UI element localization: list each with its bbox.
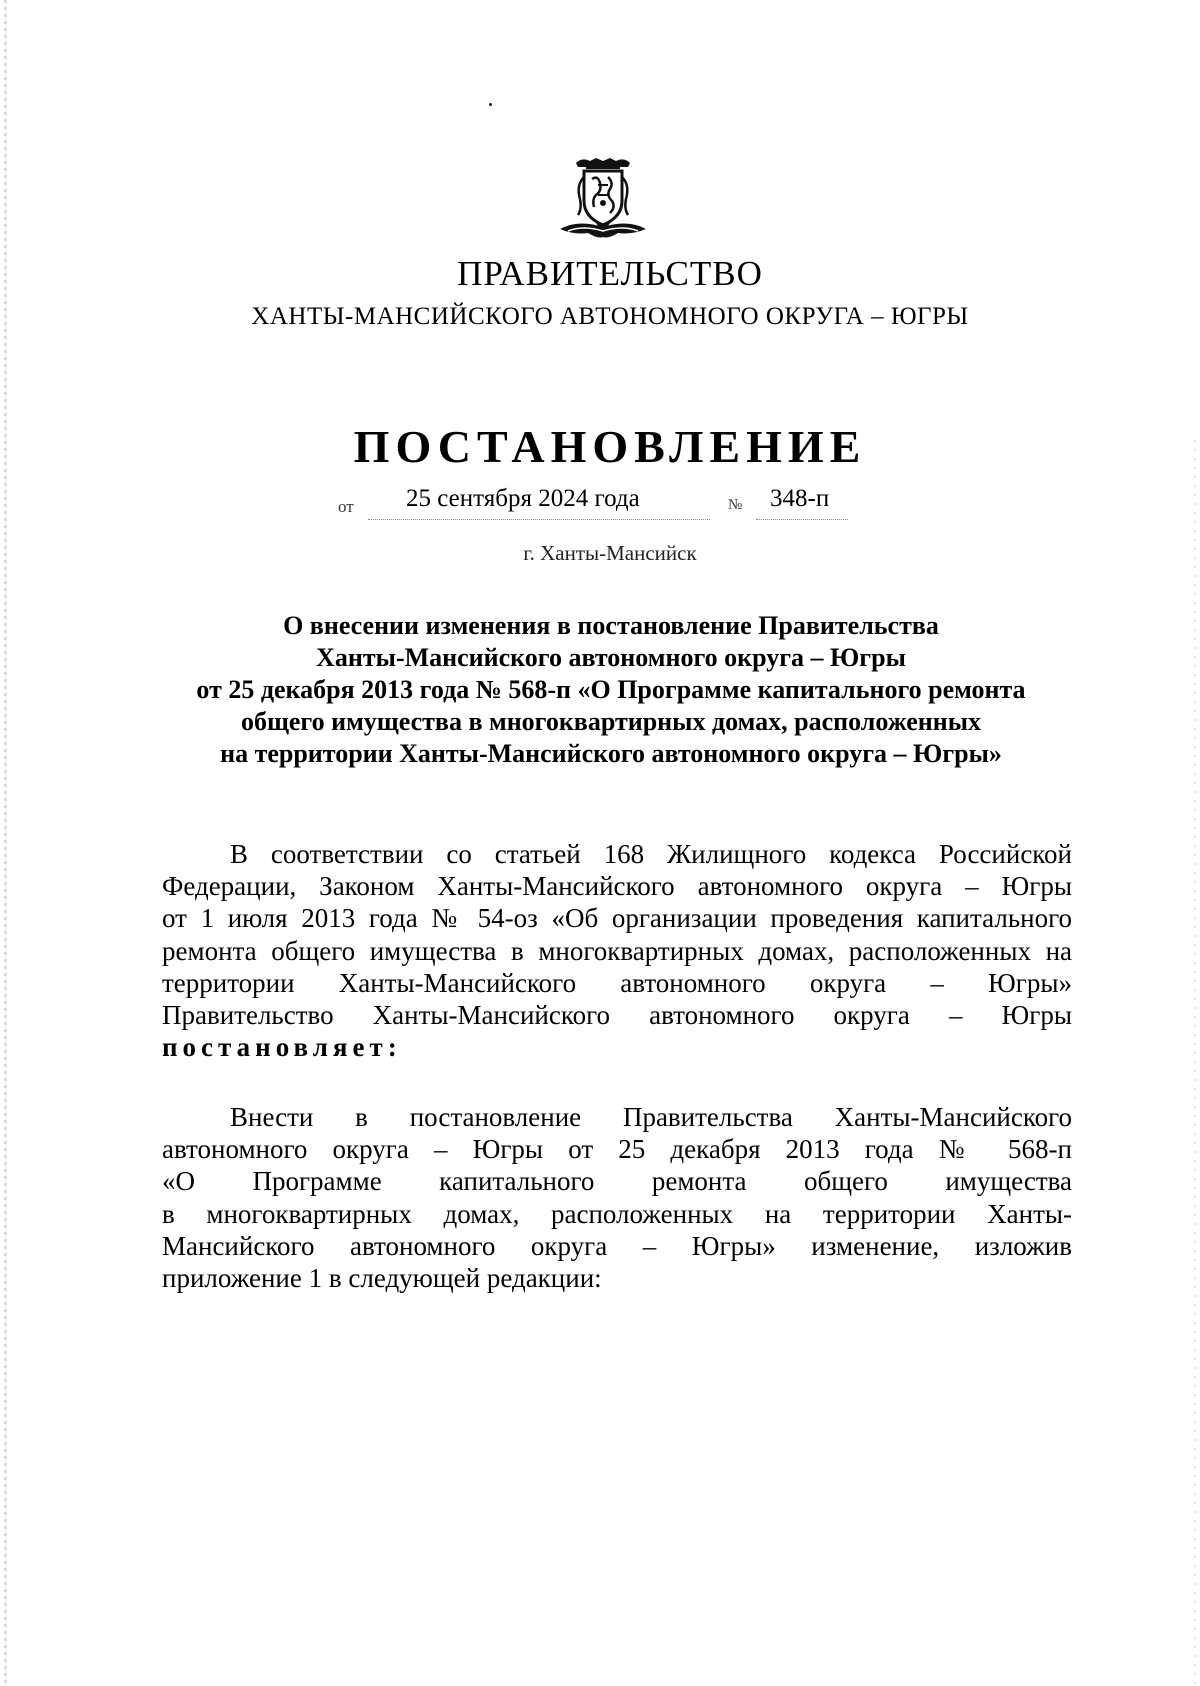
title-line: от 25 декабря 2013 года № 568-п «О Программе капитального ремонта — [196, 675, 1026, 704]
title-line: на территории Ханты-Мансийского автономного округа – Югры» — [220, 739, 1002, 768]
title-line: О внесении изменения в постановление Правительства — [283, 611, 939, 640]
scan-speck — [489, 103, 492, 106]
number-prefix: № — [728, 497, 743, 513]
paragraph-line — [162, 1031, 1072, 1063]
paragraph-line: «О Программе капитального ремонта общего имущества — [162, 1166, 1072, 1197]
paragraph-line: территории Ханты-Мансийского автономного округа – Югры» — [162, 967, 1072, 998]
date-underline — [368, 519, 710, 520]
paragraph-preamble — [162, 838, 1072, 1063]
government-title: ПРАВИТЕЛЬСТВО — [457, 254, 763, 293]
city: г. Ханты-Мансийск — [523, 541, 697, 565]
paragraph-line: от 1 июля 2013 года № 54-оз «Об организации проведения капитального — [162, 903, 1072, 934]
paragraph-line: Мансийского автономного округа – Югры» изменение, изложив — [162, 1230, 1072, 1261]
date-number-row — [338, 485, 868, 525]
document-number: 348-п — [770, 485, 830, 512]
paragraph-line: Федерации, Законом Ханты-Мансийского автономного округа – Югры — [162, 871, 1072, 902]
paragraph-line: приложение 1 в следующей редакции: — [162, 1262, 602, 1293]
paragraph-line: Правительство Ханты-Мансийского автономного округа – Югры — [162, 999, 1072, 1030]
paragraph-line: автономного округа – Югры от 25 декабря 2013 года № 568-п — [162, 1134, 1072, 1165]
document-type: ПОСТАНОВЛЕНИЕ — [353, 421, 867, 472]
paragraph-line: В соответствии со статьей 168 Жилищного кодекса Российской — [230, 839, 1072, 869]
title-line: Ханты-Мансийского автономного округа – Югры — [316, 643, 906, 672]
coat-of-arms-icon — [548, 155, 658, 245]
resolves-emphasis: постановляет: — [162, 1032, 402, 1063]
title-line: общего имущества в многоквартирных домах, расположенных — [240, 707, 982, 736]
number-underline — [756, 519, 848, 520]
scan-edge-left — [4, 0, 7, 1686]
paragraph-line: Внести в постановление Правительства Ханты-Мансийского — [230, 1102, 1072, 1132]
paragraph-line: ремонта общего имущества в многоквартирных домах, расположенных на — [162, 935, 1072, 966]
document-date: 25 сентября 2024 года — [406, 485, 640, 512]
region-subtitle: ХАНТЫ-МАНСИЙСКОГО АВТОНОМНОГО ОКРУГА – ЮГРЫ — [251, 303, 969, 330]
scan-edge-right — [1194, 440, 1196, 1686]
document-title — [150, 610, 1072, 770]
date-prefix: от — [338, 497, 354, 516]
paragraph-line: в многоквартирных домах, расположенных на территории Ханты- — [162, 1198, 1072, 1229]
paragraph-amendment — [162, 1101, 1072, 1294]
